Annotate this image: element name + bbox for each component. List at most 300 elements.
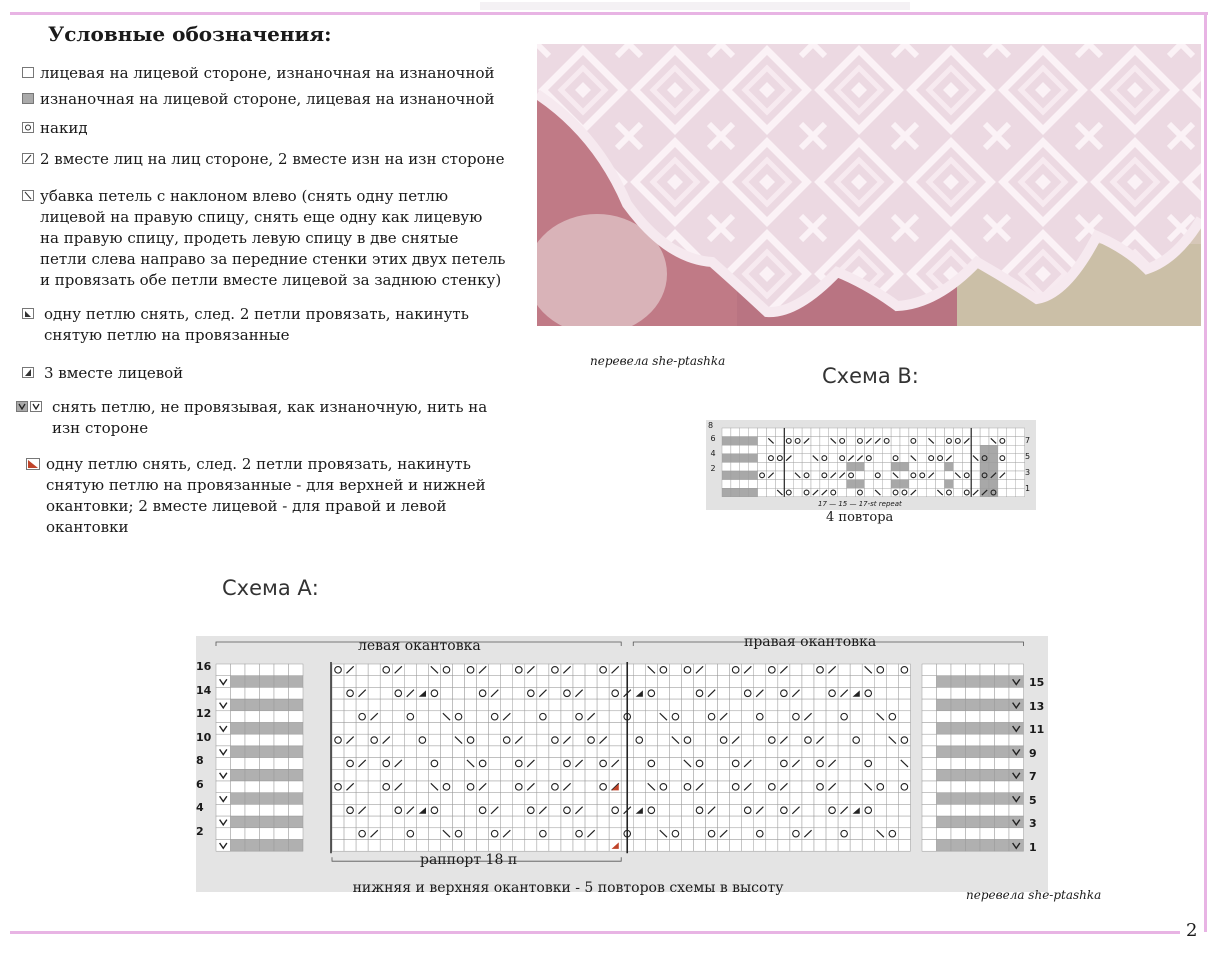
chart-cell — [513, 676, 525, 688]
chart-cell — [694, 746, 706, 758]
chart-cell — [245, 687, 260, 699]
chart-cell — [332, 723, 344, 735]
chart-cell — [231, 804, 246, 816]
chart-cell — [633, 746, 645, 758]
chart-cell — [962, 480, 971, 489]
chart-cell — [416, 816, 428, 828]
chart-cell — [730, 769, 742, 781]
chart-cell — [561, 793, 573, 805]
chart-cell — [332, 699, 344, 711]
row-label: 12 — [196, 707, 212, 720]
chart-cell — [216, 804, 231, 816]
chart-cell — [657, 676, 669, 688]
chart-cell — [356, 840, 368, 852]
chart-cell — [814, 781, 826, 793]
chart-cell — [416, 676, 428, 688]
chart-cell — [465, 769, 477, 781]
top-edge-strip — [480, 2, 910, 10]
chart-cell — [740, 454, 749, 463]
chart-cell — [784, 445, 793, 454]
chart-cell — [754, 699, 766, 711]
chart-cell — [597, 769, 609, 781]
chart-cell — [513, 723, 525, 735]
chart-cell — [927, 454, 936, 463]
chart-cell — [245, 828, 260, 840]
chart-cell — [416, 746, 428, 758]
chart-cell — [882, 454, 891, 463]
chart-cell — [561, 699, 573, 711]
chart-cell — [778, 676, 790, 688]
chart-cell — [428, 699, 440, 711]
chart-cell — [428, 828, 440, 840]
chart-cell — [245, 746, 260, 758]
chart-cell — [767, 454, 776, 463]
chart-cell — [966, 676, 981, 688]
chart-cell — [216, 664, 231, 676]
chart-cell — [814, 793, 826, 805]
chart-cell — [995, 723, 1010, 735]
chart-cell — [681, 687, 693, 699]
chart-cell — [501, 664, 513, 676]
chart-cell — [428, 734, 440, 746]
chart-cell — [231, 816, 246, 828]
chart-cell — [742, 723, 754, 735]
chart-cell — [645, 699, 657, 711]
chart-cell — [766, 723, 778, 735]
chart-cell — [681, 699, 693, 711]
chart-cell — [344, 746, 356, 758]
chart-cell — [477, 840, 489, 852]
chart-cell — [356, 746, 368, 758]
chart-cell — [645, 711, 657, 723]
chart-cell — [980, 804, 995, 816]
chart-cell — [669, 840, 681, 852]
chart-cell — [380, 793, 392, 805]
chart-cell — [440, 793, 452, 805]
chart-cell — [886, 816, 898, 828]
chart-cell — [874, 687, 886, 699]
chart-cell — [489, 734, 501, 746]
chart-cell — [681, 734, 693, 746]
chart-cell — [838, 428, 847, 437]
chart-cell — [561, 804, 573, 816]
chart-cell — [525, 687, 537, 699]
chart-cell — [609, 734, 621, 746]
chart-cell — [966, 769, 981, 781]
chart-cell — [802, 471, 811, 480]
chart-cell — [465, 840, 477, 852]
chart-cell — [585, 781, 597, 793]
chart-cell — [657, 758, 669, 770]
chart-cell — [847, 462, 856, 471]
chart-cell — [873, 480, 882, 489]
chart-cell — [1007, 428, 1016, 437]
chart-cell — [260, 793, 275, 805]
chart-cell — [231, 664, 246, 676]
chart-cell — [404, 828, 416, 840]
chart-cell — [882, 428, 891, 437]
chart-cell — [428, 711, 440, 723]
chart-cell — [766, 758, 778, 770]
chart-cell — [731, 471, 740, 480]
chart-cell — [937, 828, 952, 840]
chart-cell — [829, 480, 838, 489]
chart-cell — [465, 781, 477, 793]
chart-cell — [573, 734, 585, 746]
chart-cell — [838, 746, 850, 758]
chart-cell — [918, 454, 927, 463]
chart-cell — [245, 804, 260, 816]
chart-cell — [404, 758, 416, 770]
chart-cell — [874, 746, 886, 758]
chart-cell — [416, 769, 428, 781]
chart-cell — [850, 711, 862, 723]
chart-cell — [937, 746, 952, 758]
chart-cell — [995, 734, 1010, 746]
chart-cell — [826, 734, 838, 746]
chart-cell — [440, 804, 452, 816]
chart-cell — [778, 793, 790, 805]
chart-cell — [962, 428, 971, 437]
chart-cell — [694, 840, 706, 852]
chart-cell — [231, 676, 246, 688]
chart-cell — [740, 445, 749, 454]
chart-cell — [440, 699, 452, 711]
chart-cell — [802, 462, 811, 471]
chart-cell — [537, 816, 549, 828]
chart-cell — [453, 769, 465, 781]
chart-cell — [864, 445, 873, 454]
psso-red-icon — [26, 458, 40, 470]
chart-cell — [882, 445, 891, 454]
chart-cell — [882, 462, 891, 471]
chart-cell — [1009, 781, 1024, 793]
k2tog-icon — [22, 153, 34, 164]
chart-cell — [730, 699, 742, 711]
chart-cell — [722, 428, 731, 437]
chart-cell — [802, 758, 814, 770]
chart-cell — [489, 723, 501, 735]
chart-cell — [392, 769, 404, 781]
chart-cell — [898, 828, 910, 840]
chart-cell — [356, 723, 368, 735]
chart-cell — [966, 840, 981, 852]
chart-cell — [814, 664, 826, 676]
chart-cell — [850, 746, 862, 758]
chart-cell — [718, 840, 730, 852]
scheme-a-caption: нижняя и верхняя окантовки - 5 повторов схемы в высоту — [352, 880, 784, 896]
right-border-label: правая окантовка — [744, 634, 877, 650]
chart-cell — [245, 793, 260, 805]
chart-cell — [380, 699, 392, 711]
chart-cell — [477, 816, 489, 828]
chart-cell — [380, 687, 392, 699]
chart-cell — [633, 828, 645, 840]
chart-cell — [937, 734, 952, 746]
chart-cell — [344, 758, 356, 770]
chart-cell — [657, 804, 669, 816]
chart-cell — [501, 816, 513, 828]
chart-cell — [231, 711, 246, 723]
chart-cell — [718, 699, 730, 711]
chart-cell — [820, 454, 829, 463]
chart-cell — [368, 804, 380, 816]
chart-cell — [898, 723, 910, 735]
chart-cell — [368, 734, 380, 746]
chart-cell — [922, 676, 937, 688]
chart-cell — [231, 687, 246, 699]
chart-cell — [980, 828, 995, 840]
row-label: 6 — [710, 434, 716, 443]
chart-cell — [898, 816, 910, 828]
chart-cell — [465, 746, 477, 758]
chart-cell — [392, 723, 404, 735]
chart-cell — [814, 723, 826, 735]
chart-cell — [260, 711, 275, 723]
chart-cell — [856, 428, 865, 437]
chart-cell — [775, 445, 784, 454]
chart-cell — [1007, 445, 1016, 454]
chart-cell — [998, 445, 1007, 454]
chart-cell — [927, 480, 936, 489]
chart-cell — [829, 462, 838, 471]
chart-cell — [811, 445, 820, 454]
chart-cell — [742, 746, 754, 758]
chart-cell — [749, 488, 758, 497]
chart-cell — [826, 804, 838, 816]
chart-cell — [922, 840, 937, 852]
chart-cell — [356, 699, 368, 711]
chart-cell — [802, 734, 814, 746]
chart-cell — [758, 428, 767, 437]
chart-cell — [998, 488, 1007, 497]
chart-cell — [793, 445, 802, 454]
chart-cell — [900, 428, 909, 437]
chart-cell — [778, 828, 790, 840]
row-label: 4 — [196, 801, 204, 814]
chart-cell — [669, 804, 681, 816]
chart-cell — [778, 699, 790, 711]
chart-cell — [609, 804, 621, 816]
legend-item-knit — [22, 63, 494, 84]
legend-text: 3 вместе лицевой — [44, 364, 184, 382]
chart-cell — [758, 454, 767, 463]
chart-cell — [900, 454, 909, 463]
chart-cell — [937, 758, 952, 770]
legend-item-slip — [16, 397, 487, 439]
chart-cell — [742, 711, 754, 723]
chart-cell — [537, 840, 549, 852]
legend-item-purl — [22, 89, 494, 110]
chart-cell — [525, 793, 537, 805]
chart-cell — [790, 781, 802, 793]
chart-cell — [501, 699, 513, 711]
chart-cell — [453, 840, 465, 852]
chart-cell — [537, 723, 549, 735]
chart-cell — [793, 454, 802, 463]
chart-cell — [758, 488, 767, 497]
chart-cell — [811, 471, 820, 480]
chart-cell — [814, 699, 826, 711]
chart-cell — [585, 687, 597, 699]
chart-cell — [802, 769, 814, 781]
chart-cell — [245, 676, 260, 688]
chart-cell — [873, 454, 882, 463]
chart-cell — [873, 428, 882, 437]
chart-cell — [829, 488, 838, 497]
chart-cell — [936, 428, 945, 437]
chart-cell — [404, 769, 416, 781]
chart-cell — [549, 699, 561, 711]
chart-cell — [573, 723, 585, 735]
chart-cell — [1016, 445, 1025, 454]
chart-cell — [368, 746, 380, 758]
chart-cell — [995, 758, 1010, 770]
legend-item-k3tog — [22, 363, 183, 384]
chart-cell — [513, 793, 525, 805]
chart-cell — [790, 676, 802, 688]
chart-cell — [886, 699, 898, 711]
chart-cell — [995, 711, 1010, 723]
chart-cell — [260, 687, 275, 699]
chart-cell — [900, 462, 909, 471]
chart-cell — [525, 734, 537, 746]
chart-cell — [995, 840, 1010, 852]
chart-cell — [633, 769, 645, 781]
chart-cell — [730, 687, 742, 699]
chart-cell — [597, 676, 609, 688]
chart-cell — [501, 804, 513, 816]
chart-cell — [681, 840, 693, 852]
chart-cell — [918, 462, 927, 471]
chart-cell — [850, 699, 862, 711]
chart-cell — [453, 711, 465, 723]
chart-cell — [440, 676, 452, 688]
chart-cell — [945, 480, 954, 489]
chart-cell — [231, 781, 246, 793]
chart-cell — [793, 428, 802, 437]
chart-cell — [501, 793, 513, 805]
chart-cell — [758, 471, 767, 480]
chart-cell — [645, 758, 657, 770]
chart-cell — [597, 758, 609, 770]
chart-cell — [368, 840, 380, 852]
chart-cell — [778, 840, 790, 852]
chart-cell — [862, 840, 874, 852]
chart-cell — [718, 676, 730, 688]
chart-cell — [829, 428, 838, 437]
chart-cell — [909, 445, 918, 454]
chart-cell — [356, 793, 368, 805]
chart-cell — [838, 840, 850, 852]
chart-cell — [657, 687, 669, 699]
chart-cell — [380, 781, 392, 793]
chart-cell — [951, 758, 966, 770]
chart-cell — [669, 793, 681, 805]
chart-cell — [980, 445, 989, 454]
chart-cell — [356, 816, 368, 828]
chart-cell — [951, 711, 966, 723]
chart-cell — [766, 804, 778, 816]
chart-cell — [864, 471, 873, 480]
chart-cell — [537, 734, 549, 746]
chart-cell — [754, 734, 766, 746]
chart-cell — [231, 699, 246, 711]
chart-cell — [416, 804, 428, 816]
chart-cell — [489, 781, 501, 793]
chart-cell — [874, 758, 886, 770]
chart-cell — [597, 664, 609, 676]
chart-cell — [289, 723, 304, 735]
chart-cell — [501, 758, 513, 770]
chart-cell — [742, 816, 754, 828]
chart-cell — [609, 687, 621, 699]
chart-cell — [657, 664, 669, 676]
chart-cell — [980, 734, 995, 746]
chart-cell — [838, 769, 850, 781]
chart-cell — [549, 687, 561, 699]
chart-cell — [1016, 454, 1025, 463]
chart-cell — [477, 676, 489, 688]
chart-cell — [477, 699, 489, 711]
chart-cell — [657, 746, 669, 758]
chart-cell — [216, 711, 231, 723]
chart-cell — [1007, 462, 1016, 471]
chart-cell — [669, 769, 681, 781]
chart-cell — [826, 676, 838, 688]
chart-cell — [909, 437, 918, 446]
chart-cell — [936, 462, 945, 471]
chart-cell — [966, 746, 981, 758]
chart-cell — [633, 676, 645, 688]
chart-cell — [862, 828, 874, 840]
chart-cell — [814, 816, 826, 828]
chart-cell — [609, 828, 621, 840]
chart-cell — [344, 793, 356, 805]
chart-cell — [289, 816, 304, 828]
chart-cell — [922, 828, 937, 840]
chart-cell — [561, 711, 573, 723]
chart-cell — [380, 711, 392, 723]
chart-cell — [525, 723, 537, 735]
page-number: 2 — [1186, 920, 1198, 941]
chart-cell — [416, 734, 428, 746]
chart-cell — [585, 746, 597, 758]
chart-cell — [465, 711, 477, 723]
chart-cell — [669, 664, 681, 676]
chart-cell — [766, 734, 778, 746]
chart-cell — [274, 699, 289, 711]
chart-cell — [790, 828, 802, 840]
chart-cell — [847, 471, 856, 480]
chart-cell — [537, 664, 549, 676]
chart-cell — [274, 793, 289, 805]
chart-cell — [1007, 480, 1016, 489]
chart-cell — [962, 445, 971, 454]
chart-cell — [951, 804, 966, 816]
chart-cell — [995, 664, 1010, 676]
chart-cell — [681, 723, 693, 735]
chart-cell — [766, 840, 778, 852]
chart-cell — [260, 676, 275, 688]
chart-cell — [802, 840, 814, 852]
row-label: 2 — [710, 464, 716, 473]
chart-cell — [332, 746, 344, 758]
chart-cell — [465, 793, 477, 805]
chart-cell — [501, 723, 513, 735]
chart-cell — [793, 480, 802, 489]
chart-cell — [416, 711, 428, 723]
